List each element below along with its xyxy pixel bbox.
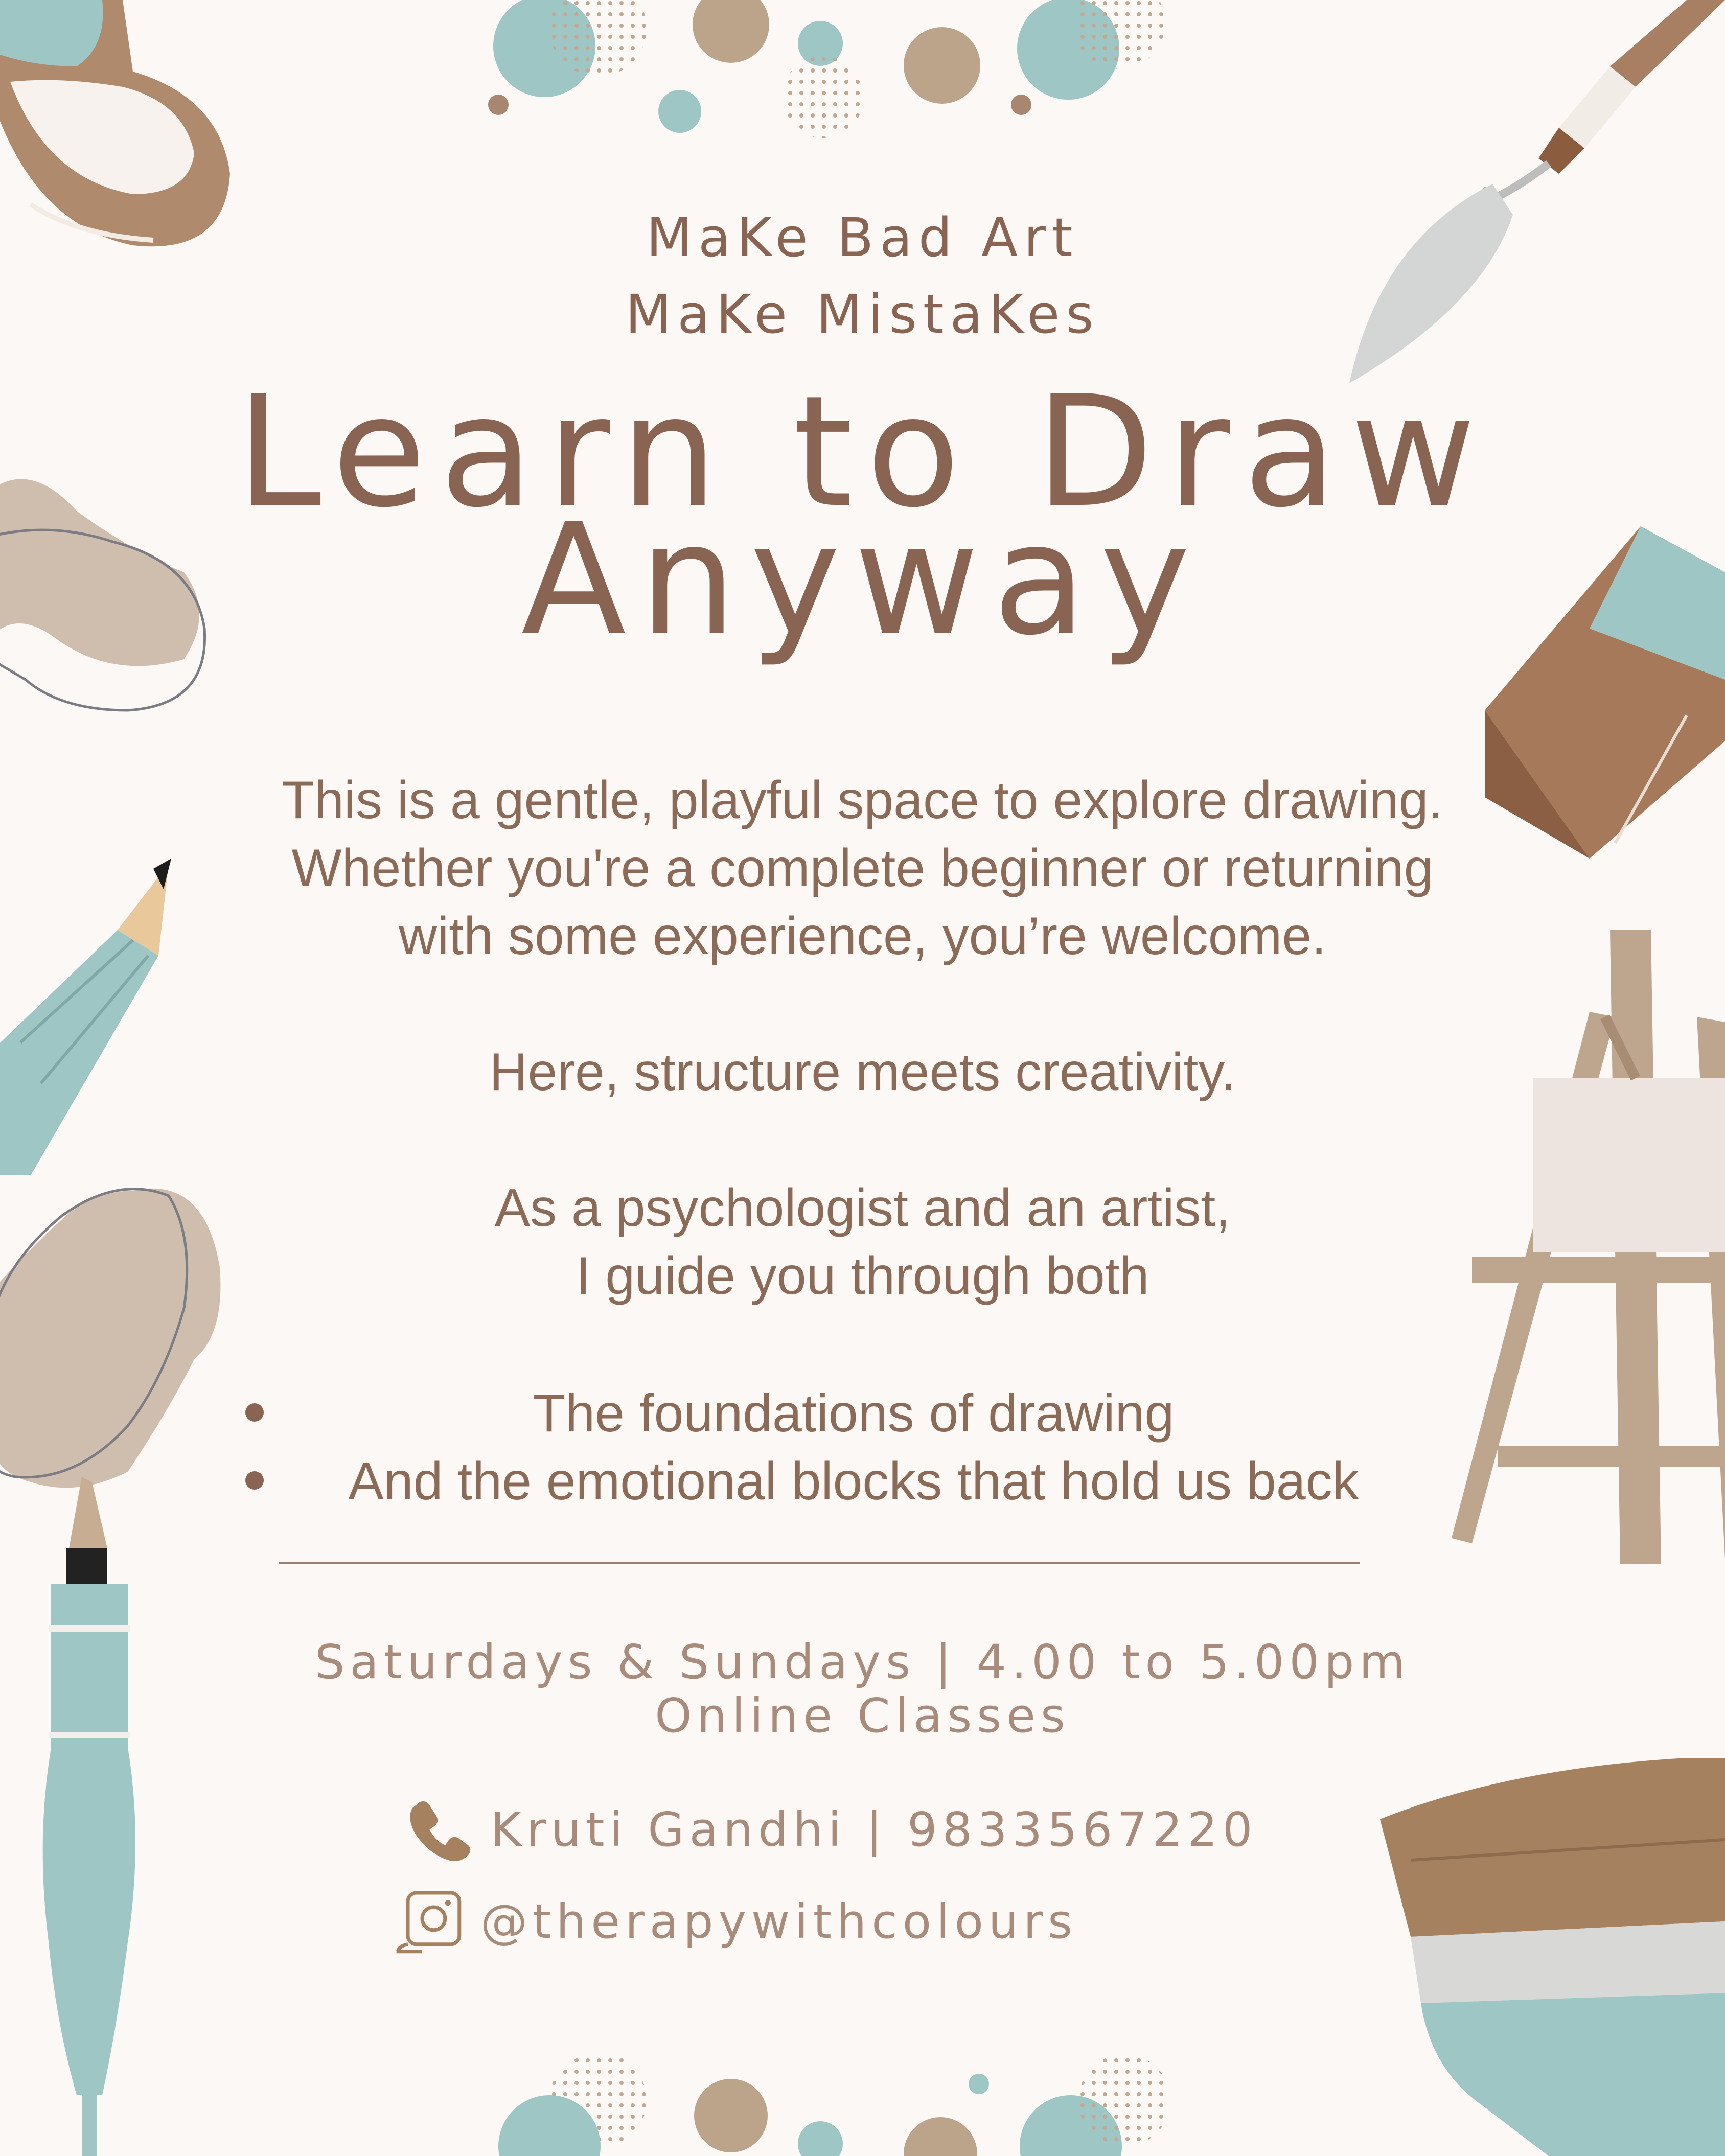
tagline	[0, 199, 1725, 353]
guide-line-2: I guide you through both	[576, 1246, 1149, 1306]
bullet-text-2: And the emotional blocks that hold us back	[348, 1452, 1359, 1511]
list-item	[245, 1380, 1462, 1448]
intro-paragraph	[0, 767, 1725, 970]
divider-line	[279, 1562, 1360, 1564]
bullet-dot-icon	[245, 1403, 264, 1422]
bullet-dot-icon	[245, 1471, 264, 1490]
guide-line-1: As a psychologist and an artist,	[494, 1178, 1231, 1238]
list-item	[245, 1448, 1462, 1516]
headline-line-2: Anyway	[521, 491, 1204, 669]
bottom-bubbles-decoration	[498, 2052, 1170, 2156]
tagline-line-2: MaKe MistaKes	[625, 283, 1100, 345]
phone-text[interactable]: Kruti Gandhi | 9833567220	[491, 1802, 1258, 1857]
structure-line: Here, structure meets creativity.	[489, 1042, 1236, 1102]
instagram-icon	[394, 1886, 465, 1957]
tagline-line-1: MaKe Bad Art	[646, 206, 1079, 269]
guide-paragraph	[0, 1174, 1725, 1310]
brush-pen-decoration	[43, 1477, 135, 2156]
headline-line-1: Learn to Draw	[236, 363, 1489, 541]
schedule-mode: Online Classes	[655, 1688, 1070, 1743]
intro-line-3: with some experience, you’re welcome.	[398, 907, 1327, 966]
intro-line-2: Whether you're a complete beginner or returning	[291, 839, 1434, 898]
intro-line-1: This is a gentle, playful space to explore drawing.	[282, 771, 1443, 830]
schedule	[0, 1635, 1725, 1743]
headline	[0, 363, 1725, 669]
phone-icon	[404, 1794, 475, 1865]
bullet-list	[245, 1380, 1462, 1516]
instagram-handle[interactable]: @therapywithcolours	[480, 1894, 1077, 1949]
paint-brush-decoration	[1380, 1758, 1725, 2156]
phone-contact	[404, 1794, 1257, 1865]
structure-paragraph	[0, 1038, 1725, 1106]
instagram-contact	[394, 1886, 1077, 1957]
body-copy	[0, 767, 1725, 1378]
schedule-days-time: Saturdays & Sundays | 4.00 to 5.00pm	[315, 1635, 1410, 1689]
top-bubbles-decoration	[488, 0, 1165, 138]
bullet-text-1: The foundations of drawing	[533, 1384, 1175, 1443]
